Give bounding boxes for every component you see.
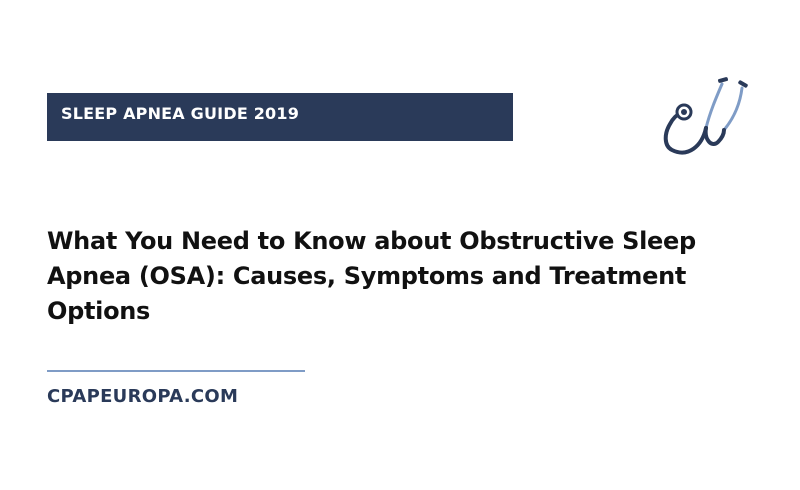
- article-headline: What You Need to Know about Obstructive Sleep Apnea (OSA): Causes, Symptoms and Treatment Options: [47, 227, 696, 325]
- guide-banner-label: SLEEP APNEA GUIDE 2019: [61, 104, 300, 123]
- guide-banner: [47, 93, 513, 141]
- stethoscope-icon: [660, 72, 768, 160]
- site-name: CPAPEUROPA.COM: [47, 386, 239, 407]
- divider-line: [47, 370, 305, 372]
